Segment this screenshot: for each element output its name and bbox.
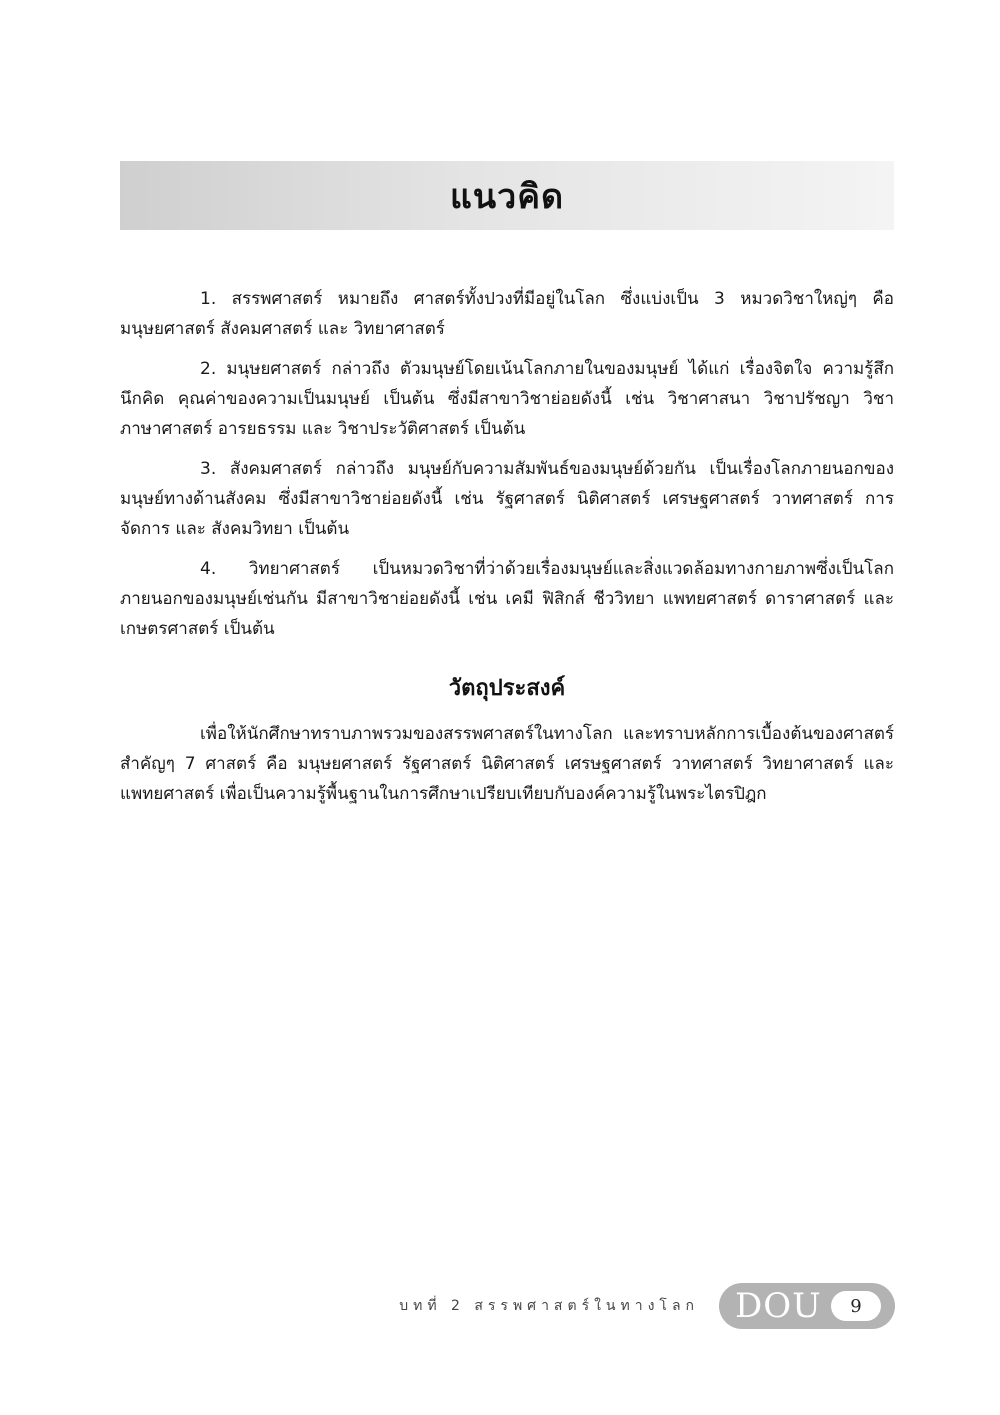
concept-paragraph-3: 3. สังคมศาสตร์ กล่าวถึง มนุษย์กับความสัมพันธ์ของมนุษย์ด้วยกัน เป็นเรื่องโลกภายนอกของมนุษย์ทางด้านสังคม ซึ่งมีสาขาวิชาย่อยดังนี้ เช่น รัฐศาสตร์ นิติศาสตร์ เศรษฐศาสตร์ วาทศาสตร์ การจัดการ และ สังคมวิทยา เป็นต้น xyxy=(120,459,894,539)
page-number: 9 xyxy=(831,1291,881,1321)
page-title: แนวคิด xyxy=(449,176,565,217)
dou-logo-badge xyxy=(719,1283,895,1329)
concept-paragraph-1: 1. สรรพศาสตร์ หมายถึง ศาสตร์ทั้งปวงที่มีอยู่ในโลก ซึ่งแบ่งเป็น 3 หมวดวิชาใหญ่ๆ คือ มนุษยศาสตร์ สังคมศาสตร์ และ วิทยาศาสตร์ xyxy=(120,289,894,339)
footer-chapter-title: บทที่ 2 สรรพศาสตร์ในทางโลก xyxy=(399,1298,699,1314)
section-header-band xyxy=(120,161,894,230)
objectives-paragraph: เพื่อให้นักศึกษาทราบภาพรวมของสรรพศาสตร์ในทางโลก และทราบหลักการเบื้องต้นของศาสตร์สำคัญๆ 7 ศาสตร์ คือ มนุษยศาสตร์ รัฐศาสตร์ นิติศาสตร์ เศรษฐศาสตร์ วาทศาสตร์ วิทยาศาสตร์ และแพทยศาสตร์ เพื่อเป็นความรู้พื้นฐานในการศึกษาเปรียบเทียบกับองค์ความรู้ในพระไตรปิฎก xyxy=(120,724,894,804)
concept-paragraph-2: 2. มนุษยศาสตร์ กล่าวถึง ตัวมนุษย์โดยเน้นโลกภายในของมนุษย์ ได้แก่ เรื่องจิตใจ ความรู้สึกนึกคิด คุณค่าของความเป็นมนุษย์ เป็นต้น ซึ่งมีสาขาวิชาย่อยดังนี้ เช่น วิชาศาสนา วิชาปรัชญา วิชาภาษาศาสตร์ อารยธรรม และ วิชาประวัติศาสตร์ เป็นต้น xyxy=(120,359,894,439)
page-footer xyxy=(399,1283,895,1329)
objectives-heading: วัตถุประสงค์ xyxy=(448,676,566,701)
concept-paragraph-4: 4. วิทยาศาสตร์ เป็นหมวดวิชาที่ว่าด้วยเรื่องมนุษย์และสิ่งแวดล้อมทางกายภาพซึ่งเป็นโลกภายนอกของมนุษย์เช่นกัน มีสาขาวิชาย่อยดังนี้ เช่น เคมี ฟิสิกส์ ชีววิทยา แพทยศาสตร์ ดาราศาสตร์ และ เกษตรศาสตร์ เป็นต้น xyxy=(120,559,894,639)
main-content xyxy=(120,284,894,819)
dou-logo-text: DOU xyxy=(735,1286,822,1326)
